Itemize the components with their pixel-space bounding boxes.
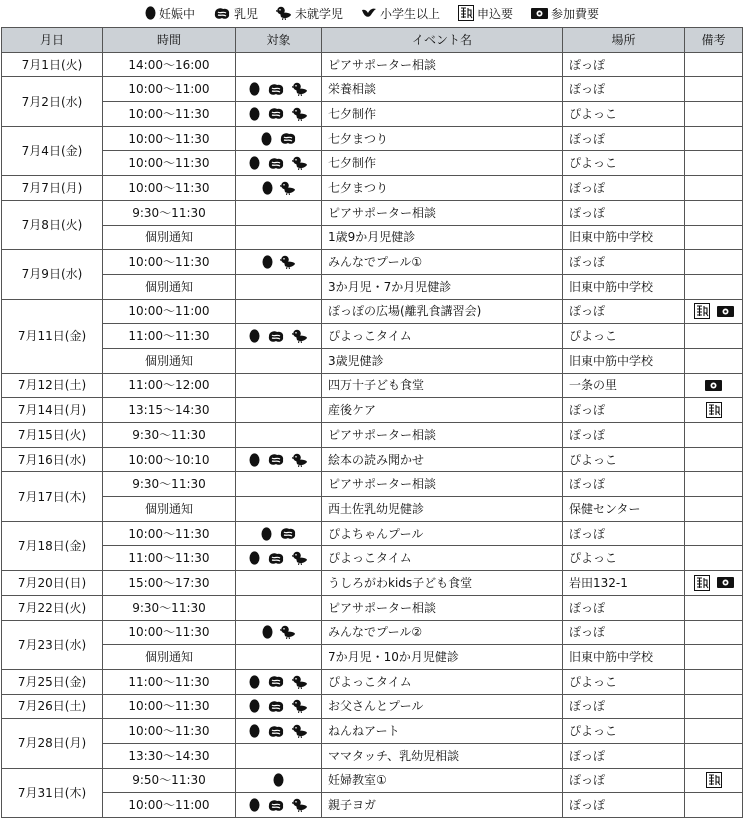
table-row	[2, 620, 743, 645]
target-cell	[236, 176, 322, 201]
note-cell	[685, 669, 743, 694]
event-name-cell: 妊婦教室①	[322, 768, 563, 793]
note-icons	[706, 772, 722, 788]
note-cell	[685, 472, 743, 497]
note-cell	[685, 546, 743, 571]
target-icons	[249, 551, 308, 565]
date-cell: 7月26日(土)	[2, 694, 103, 719]
table-row	[2, 225, 743, 250]
time-cell: 個別通知	[103, 348, 236, 373]
target-icons	[262, 625, 296, 639]
pregnant-icon	[249, 329, 260, 343]
place-cell: ぽっぽ	[563, 52, 685, 77]
fee-required-icon	[717, 306, 734, 317]
note-cell	[685, 176, 743, 201]
target-cell	[236, 521, 322, 546]
target-cell	[236, 299, 322, 324]
date-cell: 7月9日(水)	[2, 250, 103, 299]
place-cell: ぽっぽ	[563, 743, 685, 768]
header-date: 月日	[2, 28, 103, 53]
target-cell	[236, 694, 322, 719]
table-row	[2, 52, 743, 77]
table-header-row	[2, 28, 743, 53]
note-cell	[685, 645, 743, 670]
date-cell: 7月16日(水)	[2, 447, 103, 472]
note-cell	[685, 497, 743, 522]
note-cell	[685, 398, 743, 423]
infant-icon	[213, 7, 231, 20]
note-cell	[685, 102, 743, 127]
note-cell	[685, 52, 743, 77]
place-cell: ぴよっこ	[563, 669, 685, 694]
target-cell	[236, 373, 322, 398]
target-cell	[236, 620, 322, 645]
target-cell	[236, 743, 322, 768]
date-cell: 7月28日(月)	[2, 719, 103, 768]
place-cell: ぽっぽ	[563, 423, 685, 448]
event-name-cell: ぽっぽの広場(離乳食講習会)	[322, 299, 563, 324]
preschool-icon	[292, 329, 308, 343]
table-row	[2, 176, 743, 201]
event-name-cell: 西土佐乳幼児健診	[322, 497, 563, 522]
date-cell: 7月8日(火)	[2, 200, 103, 249]
note-cell	[685, 77, 743, 102]
note-cell	[685, 719, 743, 744]
header-place: 場所	[563, 28, 685, 53]
date-cell: 7月12日(土)	[2, 373, 103, 398]
event-name-cell: ぴよっこタイム	[322, 546, 563, 571]
target-cell	[236, 472, 322, 497]
time-cell: 9:30～11:30	[103, 472, 236, 497]
event-name-cell: 1歳9か月児健診	[322, 225, 563, 250]
target-cell	[236, 250, 322, 275]
legend-fee: 参加費要	[531, 5, 599, 22]
target-cell	[236, 102, 322, 127]
target-cell	[236, 52, 322, 77]
time-cell: 10:00～11:00	[103, 793, 236, 818]
place-cell: ぽっぽ	[563, 768, 685, 793]
target-icons	[249, 107, 308, 121]
pregnant-icon	[249, 156, 260, 170]
time-cell: 13:30～14:30	[103, 743, 236, 768]
table-row	[2, 447, 743, 472]
table-row	[2, 200, 743, 225]
note-icons	[694, 303, 734, 319]
target-cell	[236, 151, 322, 176]
time-cell: 9:30～11:30	[103, 595, 236, 620]
header-target: 対象	[236, 28, 322, 53]
table-row	[2, 151, 743, 176]
place-cell: ぽっぽ	[563, 521, 685, 546]
legend-infant: 乳児	[213, 5, 258, 22]
legend-preschool: 未就学児	[276, 5, 343, 22]
date-cell: 7月15日(火)	[2, 423, 103, 448]
place-cell: 岩田132-1	[563, 571, 685, 596]
date-cell: 7月7日(月)	[2, 176, 103, 201]
target-cell	[236, 645, 322, 670]
pregnant-icon	[249, 453, 260, 467]
target-cell	[236, 447, 322, 472]
date-cell: 7月17日(木)	[2, 472, 103, 521]
pregnant-icon	[249, 675, 260, 689]
event-name-cell: 七夕制作	[322, 151, 563, 176]
time-cell: 個別通知	[103, 225, 236, 250]
target-icons	[261, 527, 297, 541]
legend-application: 申込要	[458, 5, 513, 22]
preschool-icon	[276, 6, 292, 20]
pregnant-icon	[249, 551, 260, 565]
note-cell	[685, 348, 743, 373]
place-cell: 一条の里	[563, 373, 685, 398]
target-cell	[236, 225, 322, 250]
target-icons	[262, 181, 296, 195]
note-cell	[685, 200, 743, 225]
time-cell: 11:00～11:30	[103, 324, 236, 349]
target-cell	[236, 546, 322, 571]
place-cell: ぽっぽ	[563, 200, 685, 225]
table-row	[2, 398, 743, 423]
infant-icon	[267, 83, 285, 96]
fee-required-icon	[531, 8, 548, 19]
event-name-cell: ねんねアート	[322, 719, 563, 744]
table-row	[2, 274, 743, 299]
date-cell: 7月18日(金)	[2, 521, 103, 570]
preschool-icon	[292, 107, 308, 121]
application-required-icon	[706, 772, 722, 788]
note-cell	[685, 274, 743, 299]
target-icons	[249, 724, 308, 738]
date-cell: 7月23日(水)	[2, 620, 103, 669]
fee-required-icon	[717, 577, 734, 588]
note-cell	[685, 373, 743, 398]
preschool-icon	[292, 724, 308, 738]
note-cell	[685, 768, 743, 793]
infant-icon	[267, 725, 285, 738]
place-cell: ぽっぽ	[563, 472, 685, 497]
place-cell: ぽっぽ	[563, 620, 685, 645]
time-cell: 10:00～11:30	[103, 176, 236, 201]
target-icons	[249, 798, 308, 812]
pregnant-icon	[249, 724, 260, 738]
event-name-cell: 3か月児・7か月児健診	[322, 274, 563, 299]
time-cell: 10:00～11:30	[103, 694, 236, 719]
header-time: 時間	[103, 28, 236, 53]
place-cell: ぴよっこ	[563, 151, 685, 176]
event-name-cell: 絵本の読み聞かせ	[322, 447, 563, 472]
target-cell	[236, 126, 322, 151]
target-cell	[236, 200, 322, 225]
table-row	[2, 694, 743, 719]
note-cell	[685, 324, 743, 349]
target-cell	[236, 348, 322, 373]
event-name-cell: 七夕まつり	[322, 176, 563, 201]
place-cell: ぽっぽ	[563, 398, 685, 423]
application-required-icon	[706, 402, 722, 418]
event-name-cell: みんなでプール①	[322, 250, 563, 275]
table-row	[2, 250, 743, 275]
date-cell: 7月20日(日)	[2, 571, 103, 596]
application-required-icon	[694, 303, 710, 319]
event-name-cell: お父さんとプール	[322, 694, 563, 719]
time-cell: 10:00～11:30	[103, 719, 236, 744]
time-cell: 10:00～11:00	[103, 299, 236, 324]
time-cell: 9:30～11:30	[103, 200, 236, 225]
table-row	[2, 497, 743, 522]
note-cell	[685, 250, 743, 275]
table-row	[2, 719, 743, 744]
table-row	[2, 472, 743, 497]
time-cell: 10:00～11:30	[103, 102, 236, 127]
time-cell: 10:00～11:00	[103, 77, 236, 102]
place-cell: ぽっぽ	[563, 793, 685, 818]
preschool-icon	[280, 625, 296, 639]
place-cell: 旧東中筋中学校	[563, 225, 685, 250]
preschool-icon	[292, 82, 308, 96]
note-icons	[694, 575, 734, 591]
time-cell: 10:00～11:30	[103, 250, 236, 275]
note-cell	[685, 521, 743, 546]
preschool-icon	[292, 798, 308, 812]
time-cell: 10:00～11:30	[103, 151, 236, 176]
place-cell: ぴよっこ	[563, 102, 685, 127]
time-cell: 10:00～10:10	[103, 447, 236, 472]
event-name-cell: ピアサポーター相談	[322, 52, 563, 77]
place-cell: 旧東中筋中学校	[563, 274, 685, 299]
preschool-icon	[292, 453, 308, 467]
event-name-cell: ピアサポーター相談	[322, 595, 563, 620]
time-cell: 個別通知	[103, 645, 236, 670]
target-cell	[236, 719, 322, 744]
table-row	[2, 348, 743, 373]
table-row	[2, 324, 743, 349]
table-row	[2, 571, 743, 596]
target-cell	[236, 423, 322, 448]
date-cell: 7月1日(火)	[2, 52, 103, 77]
time-cell: 13:15～14:30	[103, 398, 236, 423]
target-cell	[236, 77, 322, 102]
preschool-icon	[292, 699, 308, 713]
preschool-icon	[280, 255, 296, 269]
time-cell: 9:50～11:30	[103, 768, 236, 793]
preschool-icon	[292, 551, 308, 565]
pregnant-icon	[262, 255, 273, 269]
legend-pregnant: 妊娠中	[145, 5, 195, 22]
pregnant-icon	[261, 527, 272, 541]
event-name-cell: 7か月児・10か月児健診	[322, 645, 563, 670]
note-icons	[705, 380, 722, 391]
place-cell: ぽっぽ	[563, 595, 685, 620]
target-icons	[261, 132, 297, 146]
place-cell: ぽっぽ	[563, 250, 685, 275]
event-name-cell: ピアサポーター相談	[322, 200, 563, 225]
event-name-cell: ぴよちゃんプール	[322, 521, 563, 546]
place-cell: ぴよっこ	[563, 324, 685, 349]
event-name-cell: 産後ケア	[322, 398, 563, 423]
target-cell	[236, 669, 322, 694]
pregnant-icon	[249, 107, 260, 121]
target-cell	[236, 571, 322, 596]
date-cell: 7月4日(金)	[2, 126, 103, 175]
time-cell: 9:30～11:30	[103, 423, 236, 448]
note-cell	[685, 225, 743, 250]
school-age-icon	[361, 7, 377, 19]
infant-icon	[267, 552, 285, 565]
place-cell: ぽっぽ	[563, 694, 685, 719]
note-cell	[685, 620, 743, 645]
target-cell	[236, 274, 322, 299]
target-cell	[236, 595, 322, 620]
event-name-cell: ぴよっこタイム	[322, 669, 563, 694]
note-cell	[685, 595, 743, 620]
infant-icon	[267, 107, 285, 120]
pregnant-icon	[249, 699, 260, 713]
preschool-icon	[292, 156, 308, 170]
legend-school-age: 小学生以上	[361, 5, 440, 22]
infant-icon	[267, 330, 285, 343]
infant-icon	[267, 675, 285, 688]
pregnant-icon	[262, 625, 273, 639]
time-cell: 15:00～17:30	[103, 571, 236, 596]
target-icons	[249, 82, 308, 96]
table-row	[2, 793, 743, 818]
place-cell: ぽっぽ	[563, 176, 685, 201]
infant-icon	[267, 453, 285, 466]
event-name-cell: 四万十子ども食堂	[322, 373, 563, 398]
time-cell: 11:00～12:00	[103, 373, 236, 398]
event-name-cell: 七夕制作	[322, 102, 563, 127]
target-icons	[249, 156, 308, 170]
date-cell: 7月2日(水)	[2, 77, 103, 126]
date-cell: 7月22日(火)	[2, 595, 103, 620]
table-row	[2, 126, 743, 151]
note-cell	[685, 793, 743, 818]
date-cell: 7月11日(金)	[2, 299, 103, 373]
table-row	[2, 743, 743, 768]
target-cell	[236, 793, 322, 818]
infant-icon	[267, 157, 285, 170]
preschool-icon	[292, 675, 308, 689]
table-row	[2, 768, 743, 793]
target-icons	[249, 699, 308, 713]
event-name-cell: 親子ヨガ	[322, 793, 563, 818]
table-row	[2, 373, 743, 398]
preschool-icon	[280, 181, 296, 195]
event-name-cell: ママタッチ、乳幼児相談	[322, 743, 563, 768]
note-cell	[685, 126, 743, 151]
pregnant-icon	[273, 773, 284, 787]
place-cell: ぴよっこ	[563, 546, 685, 571]
table-row	[2, 645, 743, 670]
fee-required-icon	[705, 380, 722, 391]
note-cell	[685, 694, 743, 719]
event-name-cell: ピアサポーター相談	[322, 472, 563, 497]
application-required-icon	[694, 575, 710, 591]
event-name-cell: 栄養相談	[322, 77, 563, 102]
note-cell	[685, 447, 743, 472]
infant-icon	[279, 132, 297, 145]
table-row	[2, 521, 743, 546]
infant-icon	[279, 527, 297, 540]
target-cell	[236, 768, 322, 793]
date-cell: 7月31日(木)	[2, 768, 103, 817]
time-cell: 10:00～11:30	[103, 521, 236, 546]
time-cell: 11:00～11:30	[103, 669, 236, 694]
header-note: 備考	[685, 28, 743, 53]
place-cell: ぴよっこ	[563, 447, 685, 472]
target-cell	[236, 497, 322, 522]
event-name-cell: みんなでプール②	[322, 620, 563, 645]
event-name-cell: うしろがわkids子ども食堂	[322, 571, 563, 596]
date-cell: 7月25日(金)	[2, 669, 103, 694]
target-icons	[249, 329, 308, 343]
time-cell: 10:00～11:30	[103, 126, 236, 151]
pregnant-icon	[262, 181, 273, 195]
place-cell: ぽっぽ	[563, 77, 685, 102]
table-row	[2, 423, 743, 448]
table-row	[2, 299, 743, 324]
event-name-cell: ピアサポーター相談	[322, 423, 563, 448]
pregnant-icon	[249, 798, 260, 812]
event-name-cell: ぴよっこタイム	[322, 324, 563, 349]
application-required-icon	[458, 5, 474, 21]
time-cell: 11:00～11:30	[103, 546, 236, 571]
note-cell	[685, 571, 743, 596]
target-icons	[273, 773, 284, 787]
target-icons	[249, 453, 308, 467]
infant-icon	[267, 799, 285, 812]
note-cell	[685, 151, 743, 176]
place-cell: ぽっぽ	[563, 299, 685, 324]
table-row	[2, 546, 743, 571]
date-cell: 7月14日(月)	[2, 398, 103, 423]
table-row	[2, 102, 743, 127]
place-cell: 保健センター	[563, 497, 685, 522]
target-icons	[262, 255, 296, 269]
table-row	[2, 595, 743, 620]
target-cell	[236, 324, 322, 349]
infant-icon	[267, 700, 285, 713]
place-cell: ぴよっこ	[563, 719, 685, 744]
event-name-cell: 3歳児健診	[322, 348, 563, 373]
legend	[0, 0, 744, 26]
event-schedule-table	[1, 27, 743, 818]
note-icons	[706, 402, 722, 418]
pregnant-icon	[261, 132, 272, 146]
pregnant-icon	[249, 82, 260, 96]
time-cell: 個別通知	[103, 497, 236, 522]
time-cell: 14:00～16:00	[103, 52, 236, 77]
header-event: イベント名	[322, 28, 563, 53]
table-row	[2, 77, 743, 102]
time-cell: 10:00～11:30	[103, 620, 236, 645]
target-cell	[236, 398, 322, 423]
time-cell: 個別通知	[103, 274, 236, 299]
event-name-cell: 七夕まつり	[322, 126, 563, 151]
table-row	[2, 669, 743, 694]
place-cell: 旧東中筋中学校	[563, 348, 685, 373]
note-cell	[685, 743, 743, 768]
place-cell: ぽっぽ	[563, 126, 685, 151]
note-cell	[685, 299, 743, 324]
target-icons	[249, 675, 308, 689]
pregnant-icon	[145, 6, 156, 20]
place-cell: 旧東中筋中学校	[563, 645, 685, 670]
note-cell	[685, 423, 743, 448]
